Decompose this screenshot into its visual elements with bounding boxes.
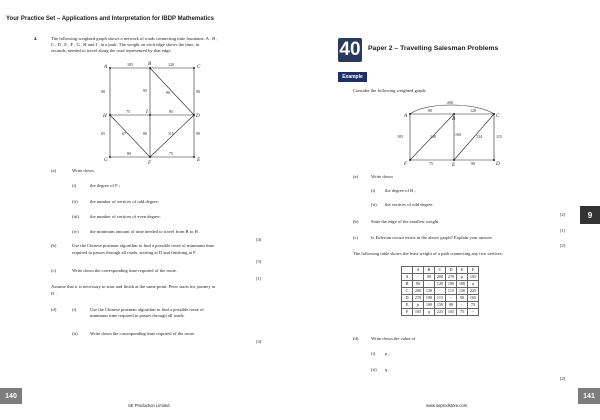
vertex-label: F: [148, 160, 152, 166]
table-cell: 115: [446, 288, 457, 295]
part-label: (a): [51, 168, 57, 173]
sub-label: (i): [371, 188, 376, 193]
part-a-stem: Write down: [72, 168, 94, 173]
edge-weight: 85: [169, 109, 173, 114]
vertex-label: G: [104, 157, 108, 163]
vertex-label: D: [196, 113, 200, 119]
sub-label: (ii): [72, 331, 78, 336]
part-label: (a): [353, 174, 359, 179]
marks: [1]: [256, 276, 262, 281]
table-intro: The following table shows the least weight of a path connecting any two vertices.: [353, 251, 503, 256]
sub-text: the degree of F ;: [90, 183, 121, 188]
sub-text: the degree of B ;: [385, 188, 416, 193]
table-cell: 225: [468, 288, 479, 295]
vertex-label: A: [404, 113, 408, 119]
marks: [4]: [256, 339, 262, 344]
table-cell: 200: [435, 274, 446, 281]
table-cell: 100: [457, 281, 468, 288]
table-row: [402, 309, 479, 316]
table-row: [402, 302, 479, 309]
edge-A-C-arc: [410, 105, 494, 114]
part-label: (b): [353, 219, 359, 224]
table-row: [402, 281, 479, 288]
table-cell: 90: [424, 274, 435, 281]
consider-text: Consider the following weighted graph:: [353, 88, 427, 93]
table-row: [402, 295, 479, 302]
table-header-cell: F: [468, 267, 479, 274]
vertex-label: E: [197, 157, 201, 163]
question-intro-line-1: The following weighted graph shows a network of roads connecting nine fountains: A , B ,: [51, 36, 218, 41]
vertex-label: H: [103, 113, 107, 119]
part-b-line-1: Use the Chinese postman algorithm to find a possible route of minimum time: [72, 243, 215, 248]
edge-weight: 90: [101, 89, 105, 94]
sub-label: (ii): [72, 199, 78, 204]
edge-weight: 90: [471, 161, 475, 166]
table-cell: p: [413, 302, 424, 309]
sub-text: the number of vertices of odd degree;: [90, 199, 159, 204]
edge-weight: 120: [470, 108, 476, 113]
table-row: [402, 274, 479, 281]
table-cell: 150: [435, 302, 446, 309]
part-b-text: State the edge of the smallest weight.: [371, 219, 440, 224]
part-d-i-line-1: Use the Chinese postman algorithm to find a possible route of: [90, 307, 204, 312]
vertex-label: I: [146, 109, 148, 115]
sub-label: (ii): [371, 202, 377, 207]
marks: [2]: [560, 376, 566, 381]
table-cell: 150: [457, 288, 468, 295]
vertex-label: D: [496, 161, 500, 167]
edge-weight: 105: [397, 134, 403, 139]
vertex-label: B: [148, 61, 152, 67]
assumption-line-2: D .: [51, 291, 57, 296]
part-d-stem: Write down the value of: [371, 336, 416, 341]
edge-weight: 90: [196, 89, 200, 94]
fountain-network-graph: [90, 60, 216, 166]
edge-weight: 95: [143, 88, 147, 93]
chapter-number-badge: 40: [339, 39, 361, 60]
table-cell: q: [424, 309, 435, 316]
weighted-graph: [396, 96, 508, 168]
sub-label: (iii): [72, 214, 79, 219]
sub-text: the minimum amount of time needed to travel from B to H .: [90, 229, 201, 234]
table-cell: 90: [413, 281, 424, 288]
table-cell: -: [468, 309, 479, 316]
table-cell: 190: [446, 281, 457, 288]
marks: [4]: [256, 237, 262, 242]
marks: [2]: [560, 212, 566, 217]
edge-weight: 80: [127, 151, 131, 156]
edge-weight: 75: [429, 161, 433, 166]
table-header-cell: E: [457, 267, 468, 274]
vertex-label: E: [452, 162, 456, 168]
edge-weight: 90: [166, 90, 170, 95]
table-cell: 90: [457, 295, 468, 302]
table-cell: 190: [424, 295, 435, 302]
table-header-cell: C: [435, 267, 446, 274]
edge-weight: 90: [196, 131, 200, 136]
table-cell: -: [424, 281, 435, 288]
edge-C-E: [454, 114, 494, 160]
section-tab: 9: [580, 206, 600, 224]
sub-label: (i): [72, 183, 77, 188]
edge-weight: 100: [455, 132, 461, 137]
marks: [2]: [560, 243, 566, 248]
sub-label: (i): [371, 351, 376, 356]
part-c-text: Write down the corresponding time required of the route.: [72, 268, 178, 273]
page-number-left: 140: [0, 388, 22, 404]
part-label: (d): [353, 336, 359, 341]
table-cell: -: [446, 295, 457, 302]
table-cell: 100: [424, 302, 435, 309]
sub-text: the vertices of odd degree.: [385, 202, 434, 207]
edge-weight: 90: [428, 108, 432, 113]
part-b-line-2: required to passes through all roads, starting at D and finishing at F .: [72, 250, 198, 255]
table-header-row: [402, 267, 479, 274]
part-c-text: Is Eulerian circuit exists in the above graph? Explain your answer.: [371, 235, 493, 240]
vertex-label: F: [404, 161, 408, 167]
table-row: [402, 288, 479, 295]
edge-B-D: [150, 68, 194, 115]
marks: [1]: [560, 228, 566, 233]
sub-label: (iv): [72, 229, 79, 234]
table-cell: C: [402, 288, 413, 295]
vertex-label: A: [104, 64, 108, 70]
edge-weight: 67: [122, 131, 126, 136]
sub-text: p ;: [385, 351, 390, 356]
part-label: (d): [51, 307, 57, 312]
part-label: (b): [51, 243, 57, 248]
part-a-stem: Write down: [371, 174, 393, 179]
sub-text: the number of vertices of even degree;: [90, 214, 161, 219]
footer-website: www.seprodstore.com: [426, 403, 468, 408]
table-header-cell: D: [446, 267, 457, 274]
table-cell: 120: [424, 288, 435, 295]
edge-weight: 140: [430, 134, 436, 139]
footer-publisher: SE Production Limited: [128, 403, 170, 408]
edge-weight: 105: [127, 62, 133, 67]
assumption-line-1: Assume that it is necessary to start and finish at the same point. Peter starts his journey at: [51, 284, 216, 289]
table-cell: 225: [435, 309, 446, 316]
question-number: 4.: [34, 36, 38, 41]
table-cell: -: [457, 302, 468, 309]
table-cell: F: [402, 309, 413, 316]
table-header-cell: A: [413, 267, 424, 274]
table-cell: -: [413, 274, 424, 281]
table-cell: E: [402, 302, 413, 309]
edge-weight: 120: [168, 62, 174, 67]
vertex-label: B: [452, 116, 456, 122]
table-cell: 90: [446, 302, 457, 309]
chapter-title: Paper 2 – Travelling Salesman Problems: [368, 45, 499, 52]
table-cell: 120: [435, 281, 446, 288]
page-number-right: 141: [578, 388, 600, 404]
part-d-ii-text: Write down the corresponding time required of the route.: [90, 331, 196, 336]
table-cell: 200: [413, 288, 424, 295]
table-cell: 165: [446, 309, 457, 316]
edge-weight: 75: [169, 151, 173, 156]
table-header-cell: B: [424, 267, 435, 274]
vertex-label: C: [197, 64, 201, 70]
edge-weight: 80: [143, 131, 147, 136]
part-label: (c): [51, 268, 57, 273]
sub-text: q .: [385, 367, 390, 372]
table-cell: 105: [413, 309, 424, 316]
table-cell: 115: [435, 295, 446, 302]
table-header-cell: [402, 267, 413, 274]
book-title: Your Practice Set – Applications and Interpretation for IBDP Mathematics: [6, 16, 214, 22]
table-cell: 75: [468, 302, 479, 309]
marks: [3]: [256, 259, 262, 264]
table-cell: 165: [468, 295, 479, 302]
table-cell: 75: [457, 309, 468, 316]
table-cell: q: [468, 281, 479, 288]
edge-weight: 200: [447, 100, 453, 105]
sub-label: (i): [72, 307, 77, 312]
part-d-i-line-2: minimum time required to passes through all roads.: [90, 313, 185, 318]
part-label: (c): [353, 235, 359, 240]
table-cell: 270: [446, 274, 457, 281]
sub-label: (ii): [371, 367, 377, 372]
least-weight-table: [401, 266, 479, 316]
question-intro-line-3: seconds, needed to travel along the road represented by that edge.: [51, 48, 172, 53]
edge-weight: 134: [476, 134, 482, 139]
edge-weight: 115: [168, 131, 174, 136]
table-cell: A: [402, 274, 413, 281]
table-cell: D: [402, 295, 413, 302]
table-cell: p: [457, 274, 468, 281]
table-cell: 270: [413, 295, 424, 302]
table-cell: 105: [468, 274, 479, 281]
table-cell: B: [402, 281, 413, 288]
vertex-label: C: [496, 113, 500, 119]
edge-weight: 75: [126, 109, 130, 114]
example-label: Example: [338, 72, 367, 82]
question-intro-line-2: C , D , E , F , G , H and I , in a park. The weight on each edge shows the time, in: [51, 42, 200, 47]
edge-weight: 115: [496, 134, 502, 139]
table-cell: -: [435, 288, 446, 295]
edge-weight: 65: [101, 131, 105, 136]
